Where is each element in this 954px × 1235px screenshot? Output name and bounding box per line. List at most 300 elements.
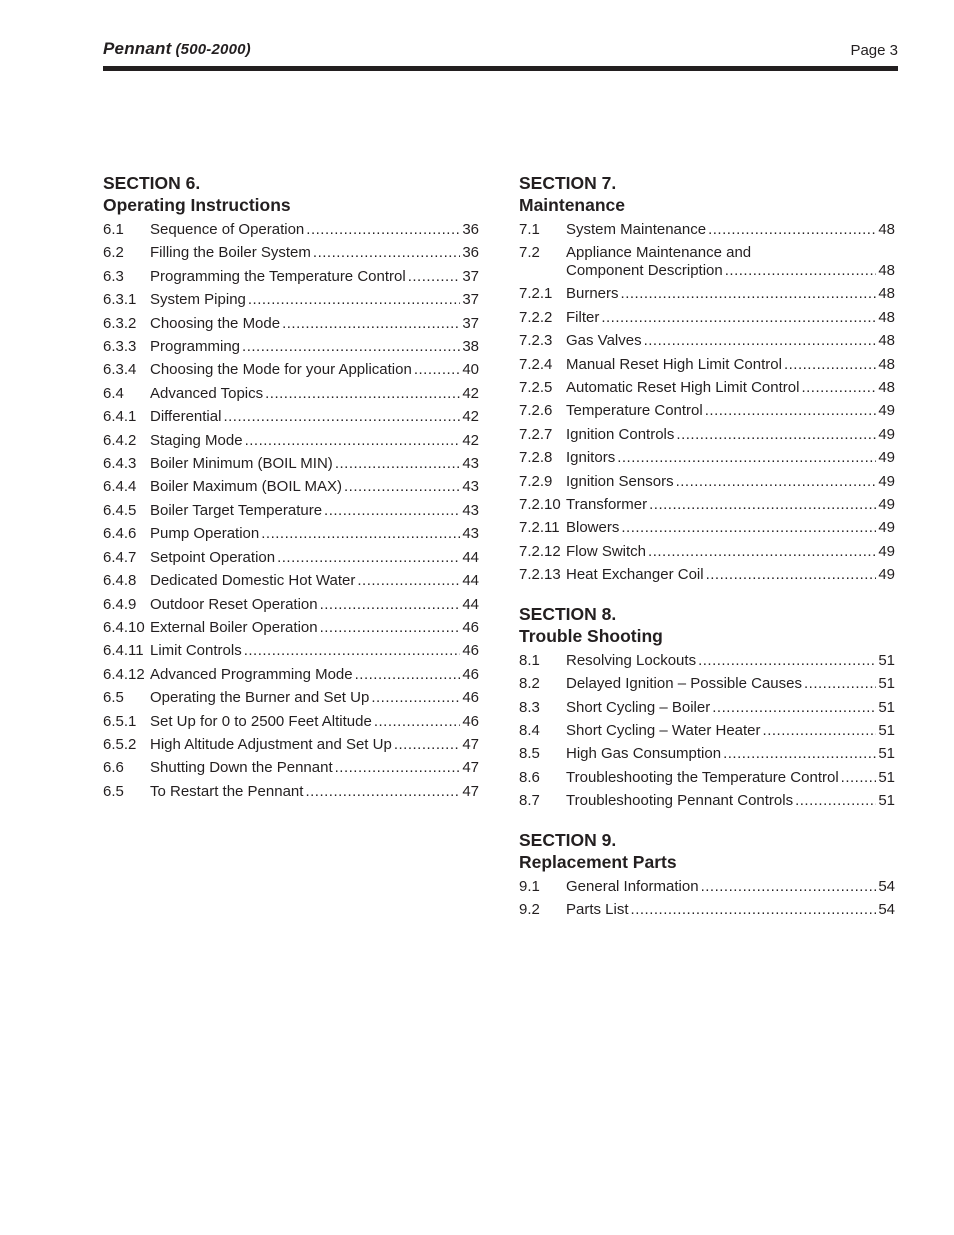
section-7 [519, 172, 895, 587]
toc-entry-number: 6.3.1 [103, 291, 137, 309]
toc-entry-title: Programming [150, 338, 241, 356]
dot-leader [795, 789, 876, 812]
dot-leader [676, 470, 877, 493]
toc-entry-title: Shutting Down the Pennant [150, 759, 333, 777]
toc-entry [519, 789, 895, 812]
toc-entry-title: Resolving Lockouts [566, 651, 697, 669]
toc-entry-title: Blowers [566, 519, 620, 537]
toc-entry-body [566, 875, 895, 898]
toc-entry-body [150, 663, 479, 686]
dot-leader [394, 733, 460, 756]
toc-entry-page: 42 [462, 408, 479, 426]
toc-entry-body [566, 376, 895, 399]
toc-entry-page: 48 [878, 379, 895, 397]
dot-leader [335, 756, 461, 779]
toc-entry-title: Setpoint Operation [150, 548, 276, 566]
toc-entry [519, 353, 895, 376]
toc-entry-page: 54 [878, 877, 895, 895]
toc-entry [103, 710, 479, 733]
toc-entry-page: 40 [462, 361, 479, 379]
toc-entry-title: Troubleshooting Pennant Controls [566, 792, 794, 810]
toc-entry-body [150, 499, 479, 522]
toc-entry-page: 48 [878, 285, 895, 303]
toc-entry-body [566, 329, 895, 352]
toc-entry-body [566, 719, 895, 742]
dot-leader [371, 686, 460, 709]
toc-entry-title: Transformer [566, 496, 648, 514]
toc-entry-body [566, 399, 895, 422]
toc-entry-body [150, 335, 479, 358]
toc-entry [103, 663, 479, 686]
toc-entry-page: 46 [462, 712, 479, 730]
toc-entry-number: 7.2.2 [519, 308, 553, 326]
dot-leader [705, 399, 877, 422]
toc-entry [103, 686, 479, 709]
toc-entry-page: 44 [462, 548, 479, 566]
toc-entry-page: 49 [878, 519, 895, 537]
toc-entry-page: 51 [878, 768, 895, 786]
toc-entry [103, 593, 479, 616]
toc-entry [103, 218, 479, 241]
toc-entry-page: 43 [462, 501, 479, 519]
toc-entry-body [566, 696, 895, 719]
toc-entry-number: 9.1 [519, 877, 540, 895]
toc-entry-title: Dedicated Domestic Hot Water [150, 572, 356, 590]
dot-leader [242, 335, 460, 358]
dot-leader [248, 288, 460, 311]
toc-entry-number: 6.6 [103, 759, 124, 777]
toc-list [103, 218, 479, 803]
toc-entry-number: 7.2.9 [519, 472, 553, 490]
toc-entry-title: Advanced Topics [150, 384, 264, 402]
toc-entry-page: 43 [462, 455, 479, 473]
dot-leader [621, 282, 877, 305]
toc-entry-number: 6.4.1 [103, 408, 137, 426]
toc-entry-page: 51 [878, 675, 895, 693]
toc-entry-number: 7.2.3 [519, 332, 553, 350]
section-heading: SECTION 7. [519, 173, 617, 193]
dot-leader [801, 376, 876, 399]
toc-entry-title: Sequence of Operation [150, 221, 305, 238]
toc-entry-body [566, 470, 895, 493]
toc-entry-page: 51 [878, 698, 895, 716]
toc-entry-page: 44 [462, 572, 479, 590]
dot-leader [335, 452, 461, 475]
section-8 [519, 603, 895, 813]
toc-entry-body [150, 569, 479, 592]
toc-entry-body [566, 493, 895, 516]
toc-entry-number: 7.2.5 [519, 379, 553, 397]
toc-entry-title: High Gas Consumption [566, 745, 722, 763]
brand-name: Pennant [103, 39, 172, 58]
dot-leader [617, 446, 876, 469]
toc-entry-title: To Restart the Pennant [150, 782, 304, 800]
dot-leader [601, 306, 876, 329]
dot-leader [676, 423, 876, 446]
toc-entry-number: 7.2.1 [519, 285, 553, 303]
toc-entry [103, 335, 479, 358]
dot-leader [698, 649, 876, 672]
header-rule [103, 66, 898, 71]
toc-entry [103, 756, 479, 779]
toc-entry-page: 48 [878, 332, 895, 350]
dot-leader [313, 241, 460, 264]
toc-entry-title: Burners [566, 285, 619, 303]
toc-entry-number: 6.4.8 [103, 572, 137, 590]
toc-entry-number: 6.5.1 [103, 712, 137, 730]
toc-entry-number: 7.2.12 [519, 542, 561, 560]
toc-entry-body [150, 382, 479, 405]
toc-entry [103, 616, 479, 639]
dot-leader [282, 312, 460, 335]
toc-entry [519, 516, 895, 539]
dot-leader [414, 358, 460, 381]
toc-entry [519, 672, 895, 695]
toc-entry-number: 8.7 [519, 792, 540, 810]
toc-entry-title: Short Cycling – Water Heater [566, 721, 761, 739]
toc-entry [519, 898, 895, 921]
toc-entry-number: 6.4.9 [103, 595, 137, 613]
toc-entry-number: 7.2.13 [519, 566, 561, 584]
toc-entry-page: 44 [462, 595, 479, 613]
toc-entry-title: Parts List [566, 900, 629, 918]
toc-entry-title: Choosing the Mode for your Application [150, 361, 412, 379]
toc-entry-page: 36 [462, 221, 479, 238]
section-heading: SECTION 6. [103, 173, 201, 193]
toc-entry [519, 399, 895, 422]
toc-entry-page: 47 [462, 782, 479, 800]
toc-entry-number: 6.4.7 [103, 548, 137, 566]
toc-entry-number: 6.4.5 [103, 501, 137, 519]
toc-entry [519, 719, 895, 742]
toc-entry-body [566, 649, 895, 672]
toc-entry-page: 49 [878, 449, 895, 467]
toc-entry [519, 218, 895, 241]
toc-entry [519, 376, 895, 399]
page-number: Page 3 [850, 42, 898, 59]
dot-leader [841, 766, 877, 789]
dot-leader [357, 569, 460, 592]
toc-entry-page: 49 [878, 542, 895, 560]
toc-entry-page: 49 [878, 566, 895, 584]
toc-entry-number: 7.2.11 [519, 519, 560, 537]
toc-entry-body [566, 672, 895, 695]
toc-entry-title: Troubleshooting the Temperature Control [566, 768, 839, 786]
toc-entry-page: 46 [462, 689, 479, 707]
toc-entry-title: Heat Exchanger Coil [566, 566, 704, 584]
toc-entry [519, 540, 895, 563]
toc-entry-number: 7.2.6 [519, 402, 553, 420]
toc-entry-number: 7.2.7 [519, 425, 553, 443]
toc-entry-title: High Altitude Adjustment and Set Up [150, 735, 392, 753]
toc-entry-title: Flow Switch [566, 542, 647, 560]
toc-entry-number: 6.4.2 [103, 431, 137, 449]
toc-entry [103, 358, 479, 381]
dot-leader [223, 405, 460, 428]
toc-entry-title: Automatic Reset High Limit Control [566, 379, 800, 397]
toc-entry-title: Boiler Minimum (BOIL MIN) [150, 455, 333, 473]
section-subheading: Replacement Parts [519, 851, 677, 872]
toc-entry-title: Operating the Burner and Set Up [150, 689, 370, 707]
toc-entry-title: Programming the Temperature Control [150, 267, 406, 285]
toc-entry [103, 288, 479, 311]
dot-leader [784, 353, 876, 376]
toc-entry-body [566, 898, 895, 921]
toc-entry-page: 49 [878, 402, 895, 420]
toc-entry [103, 639, 479, 662]
toc-entry-number: 8.5 [519, 745, 540, 763]
toc-entry-title: Filter [566, 308, 600, 326]
toc-entry-number: 7.2.10 [519, 496, 561, 514]
dot-leader [712, 696, 876, 719]
toc-entry-number: 6.4.4 [103, 478, 137, 496]
dot-leader [320, 593, 461, 616]
toc-entry-body [566, 282, 895, 305]
dot-leader [277, 546, 460, 569]
toc-entry-page: 48 [878, 355, 895, 373]
toc-entry-body [150, 756, 479, 779]
toc-entry [519, 742, 895, 765]
toc-entry-title: Filling the Boiler System [150, 244, 311, 262]
toc-entry-body [150, 452, 479, 475]
dot-leader [706, 563, 877, 586]
toc-entry-page: 42 [462, 384, 479, 402]
toc-entry-body [150, 288, 479, 311]
toc-entry-title: External Boiler Operation [150, 618, 318, 636]
toc-entry-page: 51 [878, 792, 895, 810]
section-9 [519, 829, 895, 922]
toc-entry-title: Appliance Maintenance and [566, 243, 752, 261]
toc-entry-title: Advanced Programming Mode [150, 665, 353, 683]
toc-entry-title: Staging Mode [150, 431, 243, 449]
toc-entry-page: 38 [462, 338, 479, 356]
dot-leader [631, 898, 877, 921]
toc-entry [103, 780, 479, 803]
toc-entry-number: 8.2 [519, 675, 540, 693]
toc-entry-title: Choosing the Mode [150, 314, 281, 332]
dot-leader [265, 382, 460, 405]
toc-entry [103, 241, 479, 264]
toc-entry-page: 49 [878, 425, 895, 443]
dot-leader [648, 540, 876, 563]
toc-entry-body [566, 423, 895, 446]
toc-entry [103, 475, 479, 498]
toc-entry-page: 47 [462, 759, 479, 777]
toc-entry-body [150, 218, 479, 241]
toc-entry-title: Differential [150, 408, 222, 426]
toc-entry-title: Gas Valves [566, 332, 642, 350]
toc-entry [103, 522, 479, 545]
toc-entry [519, 329, 895, 352]
toc-entry [103, 429, 479, 452]
toc-entry-title: Set Up for 0 to 2500 Feet Altitude [150, 712, 372, 730]
dot-leader [723, 742, 876, 765]
toc-entry [103, 265, 479, 288]
toc-entry-number: 6.4.11 [103, 642, 144, 660]
toc-entry-title: General Information [566, 877, 699, 895]
page-header [103, 38, 898, 64]
toc-entry [519, 282, 895, 305]
dot-leader [701, 875, 877, 898]
toc-entry-body [150, 265, 479, 288]
toc-entry [103, 569, 479, 592]
toc-entry-number: 6.3.3 [103, 338, 137, 356]
toc-entry-body [566, 446, 895, 469]
toc-entry-body [566, 563, 895, 586]
dot-leader [804, 672, 876, 695]
toc-entry-page: 49 [878, 472, 895, 490]
toc-entry-page: 37 [462, 291, 479, 309]
toc-entry-number: 7.2.8 [519, 449, 553, 467]
toc-entry-body [566, 244, 895, 280]
toc-entry-page: 54 [878, 900, 895, 918]
toc-entry-number: 6.4.3 [103, 455, 137, 473]
toc-entry-title: Limit Controls [150, 642, 242, 660]
toc-entry-body [566, 218, 895, 241]
toc-entry-number: 8.6 [519, 768, 540, 786]
toc-entry-page: 42 [462, 431, 479, 449]
toc-entry-body [150, 546, 479, 569]
toc-entry [519, 423, 895, 446]
toc-entry-title: Boiler Maximum (BOIL MAX) [150, 478, 342, 496]
toc-entry-number: 7.2.4 [519, 355, 553, 373]
toc-entry-page: 46 [462, 642, 479, 660]
toc-entry-page: 51 [878, 745, 895, 763]
toc-entry-title: Ignition Controls [566, 425, 675, 443]
toc-entry-body [566, 742, 895, 765]
dot-leader [306, 218, 460, 241]
toc-list [519, 218, 895, 587]
dot-leader [621, 516, 876, 539]
section-heading: SECTION 8. [519, 603, 617, 624]
toc-entry-number: 8.4 [519, 721, 540, 739]
toc-entry-title: Short Cycling – Boiler [566, 698, 711, 716]
dot-leader [708, 218, 876, 241]
toc-entry-number: 7.1 [519, 221, 540, 238]
toc-entry-body [150, 733, 479, 756]
toc-entry-number: 6.5.2 [103, 735, 137, 753]
toc-entry-page: 51 [878, 721, 895, 739]
toc-entry [519, 493, 895, 516]
dot-leader [244, 639, 461, 662]
toc-entry-page: 36 [462, 244, 479, 262]
toc-entry [103, 382, 479, 405]
dot-leader [644, 329, 877, 352]
toc-entry [103, 452, 479, 475]
toc-entry-page: 43 [462, 478, 479, 496]
toc-entry-title: System Maintenance [566, 221, 707, 238]
toc-entry [519, 470, 895, 493]
toc-entry-title: Component Description [566, 261, 723, 279]
toc-list [519, 875, 895, 922]
toc-entry-number: 6.5 [103, 689, 124, 707]
toc-entry-number: 6.4.6 [103, 525, 137, 543]
toc-entry-number: 6.4.12 [103, 665, 145, 683]
dot-leader [374, 710, 461, 733]
toc-entry-body [150, 358, 479, 381]
toc-entry [519, 306, 895, 329]
toc-entry [519, 696, 895, 719]
model-range: (500-2000) [175, 41, 251, 58]
toc-entry-body [150, 686, 479, 709]
toc-entry-number: 9.2 [519, 900, 540, 918]
section-6 [103, 172, 479, 803]
dot-leader [763, 719, 877, 742]
toc-list [519, 649, 895, 813]
toc-entry-number: 8.1 [519, 651, 540, 669]
dot-leader [725, 262, 877, 280]
toc-entry-page: 46 [462, 665, 479, 683]
toc-entry-number: 6.5 [103, 782, 124, 800]
left-column [103, 172, 479, 819]
toc-entry-number: 6.1 [103, 221, 124, 238]
toc-entry [519, 446, 895, 469]
toc-entry-body [150, 593, 479, 616]
toc-entry [519, 649, 895, 672]
toc-entry-title: Temperature Control [566, 402, 703, 420]
toc-entry [103, 499, 479, 522]
toc-entry-title: Delayed Ignition – Possible Causes [566, 675, 802, 693]
toc-entry-page: 37 [462, 267, 479, 285]
toc-entry [519, 766, 895, 789]
toc-entry-title: Manual Reset High Limit Control [566, 355, 782, 373]
toc-entry [103, 312, 479, 335]
toc-entry [103, 546, 479, 569]
toc-entry-body [150, 710, 479, 733]
toc-entry-title: Ignition Sensors [566, 472, 674, 490]
dot-leader [305, 780, 460, 803]
toc-entry-body [150, 475, 479, 498]
toc-entry-title: Outdoor Reset Operation [150, 595, 318, 613]
toc-entry-title: Pump Operation [150, 525, 260, 543]
section-subheading: Trouble Shooting [519, 625, 663, 646]
dot-leader [344, 475, 460, 498]
toc-entry-number: 8.3 [519, 698, 540, 716]
section-subheading: Maintenance [519, 195, 625, 215]
toc-entry [519, 241, 895, 282]
toc-entry-page: 49 [878, 496, 895, 514]
toc-entry-body [150, 405, 479, 428]
toc-entry-number: 6.2 [103, 244, 124, 262]
dot-leader [324, 499, 460, 522]
dot-leader [408, 265, 461, 288]
toc-entry-number: 6.3.2 [103, 314, 137, 332]
toc-entry [103, 733, 479, 756]
toc-entry-number: 6.3 [103, 267, 124, 285]
dot-leader [649, 493, 876, 516]
toc-entry-page: 48 [878, 221, 895, 238]
toc-entry-body [566, 540, 895, 563]
toc-entry-number: 6.4.10 [103, 618, 145, 636]
toc-entry-body [566, 516, 895, 539]
toc-entry-number: 7.2 [519, 243, 540, 261]
toc-entry-body [566, 306, 895, 329]
toc-entry-body [150, 241, 479, 264]
toc-entry-body [566, 766, 895, 789]
toc-entry-title: Ignitors [566, 449, 616, 467]
toc-entry-page: 47 [462, 735, 479, 753]
section-subheading: Operating Instructions [103, 195, 291, 215]
toc-entry-body [150, 780, 479, 803]
toc-entry [519, 563, 895, 586]
brand-title [103, 39, 251, 59]
toc-entry-page: 48 [878, 308, 895, 326]
toc-entry-title: System Piping [150, 291, 246, 309]
toc-entry-body [150, 522, 479, 545]
dot-leader [261, 522, 460, 545]
toc-entry-body [150, 639, 479, 662]
right-column [519, 172, 895, 937]
